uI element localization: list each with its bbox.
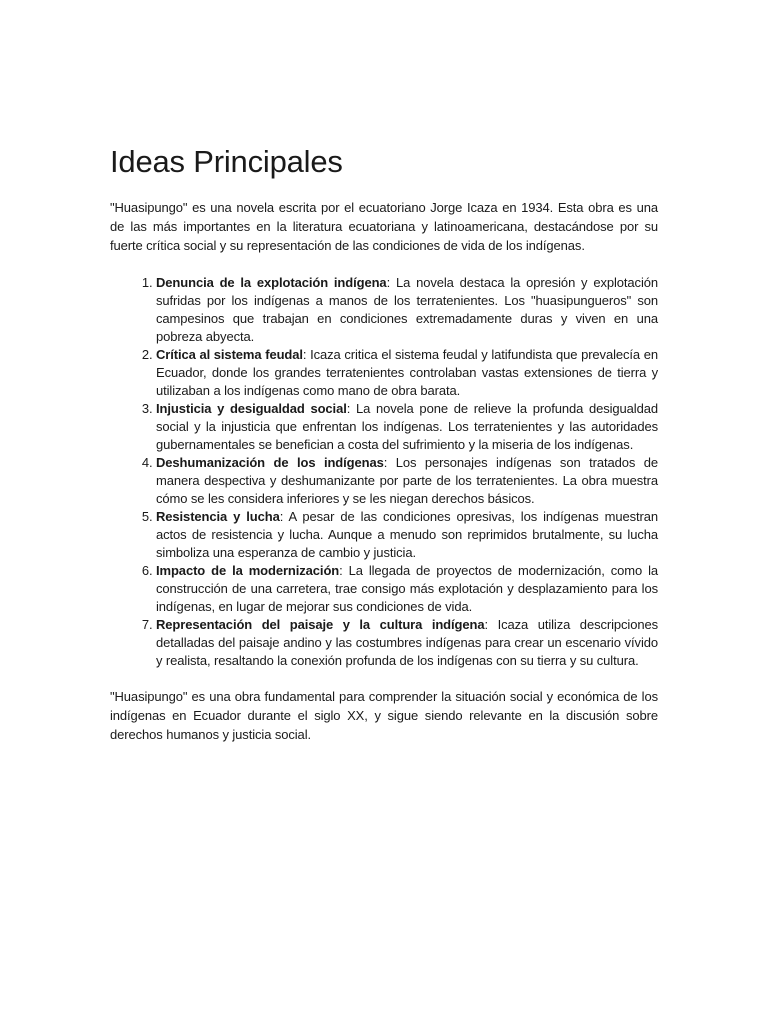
idea-term: Injusticia y desigualdad social [156, 401, 347, 416]
list-item [156, 616, 658, 670]
idea-text: : Icaza utiliza descripciones detalladas del paisaje andino y las costumbres indígenas para crear un escenario vívido y realista, resaltando la conexión profunda de los indígenas con su tierra y su cultura. [156, 617, 658, 668]
idea-text: : A pesar de las condiciones opresivas, los indígenas muestran actos de resistencia y lucha. Aunque a menudo son reprimidos brutalmente, su lucha simboliza una esperanza de cambio y justicia. [156, 509, 658, 560]
list-item [156, 400, 658, 454]
idea-term: Resistencia y lucha [156, 509, 280, 524]
idea-text: : La novela pone de relieve la profunda desigualdad social y la injusticia que enfrentan los indígenas. Los terratenientes y las autoridades gubernamentales se benefician a costa del sufrimiento y la miseria de los indígenas. [156, 401, 658, 452]
idea-term: Crítica al sistema feudal [156, 347, 303, 362]
intro-paragraph: "Huasipungo" es una novela escrita por el ecuatoriano Jorge Icaza en 1934. Esta obra es una de las más importantes en la literatura ecuatoriana y latinoamericana, destacándose por su fuerte crítica social y su representación de las condiciones de vida de los indígenas. [110, 200, 658, 253]
idea-term: Deshumanización de los indígenas [156, 455, 384, 470]
idea-text: : Los personajes indígenas son tratados de manera despectiva y deshumanizante por parte de los terratenientes. La obra muestra cómo se les considera inferiores y se les niegan derechos básicos. [156, 455, 659, 506]
idea-term: Impacto de la modernización [156, 563, 340, 578]
list-item [156, 508, 658, 562]
list-item [156, 274, 658, 346]
idea-text: : La llegada de proyectos de modernización, como la construcción de una carretera, trae consigo más explotación y desplazamiento para los indígenas, en lugar de mejorar sus condiciones de vida. [156, 563, 658, 614]
idea-term: Representación del paisaje y la cultura indígena [156, 617, 485, 632]
list-item [156, 454, 658, 508]
ideas-list [110, 274, 658, 670]
page-title: Ideas Principales [110, 144, 343, 179]
list-item [156, 562, 658, 616]
conclusion-paragraph: "Huasipungo" es una obra fundamental para comprender la situación social y económica de los indígenas en Ecuador durante el siglo XX, y sigue siendo relevante en la discusión sobre derechos humanos y justicia social. [110, 689, 658, 742]
document-page [110, 140, 658, 744]
idea-text: : Icaza critica el sistema feudal y latifundista que prevalecía en Ecuador, donde los grandes terratenientes controlaban vastas extensiones de tierra y utilizaban a los indígenas como mano de obra barata. [156, 347, 659, 398]
list-item [156, 346, 658, 400]
idea-text: : La novela destaca la opresión y explotación sufridas por los indígenas a manos de los terratenientes. Los "huasipungueros" son campesinos que trabajan en condiciones extremadamente duras y viven en una pobreza abyecta. [156, 275, 658, 344]
idea-term: Denuncia de la explotación indígena [156, 275, 387, 290]
